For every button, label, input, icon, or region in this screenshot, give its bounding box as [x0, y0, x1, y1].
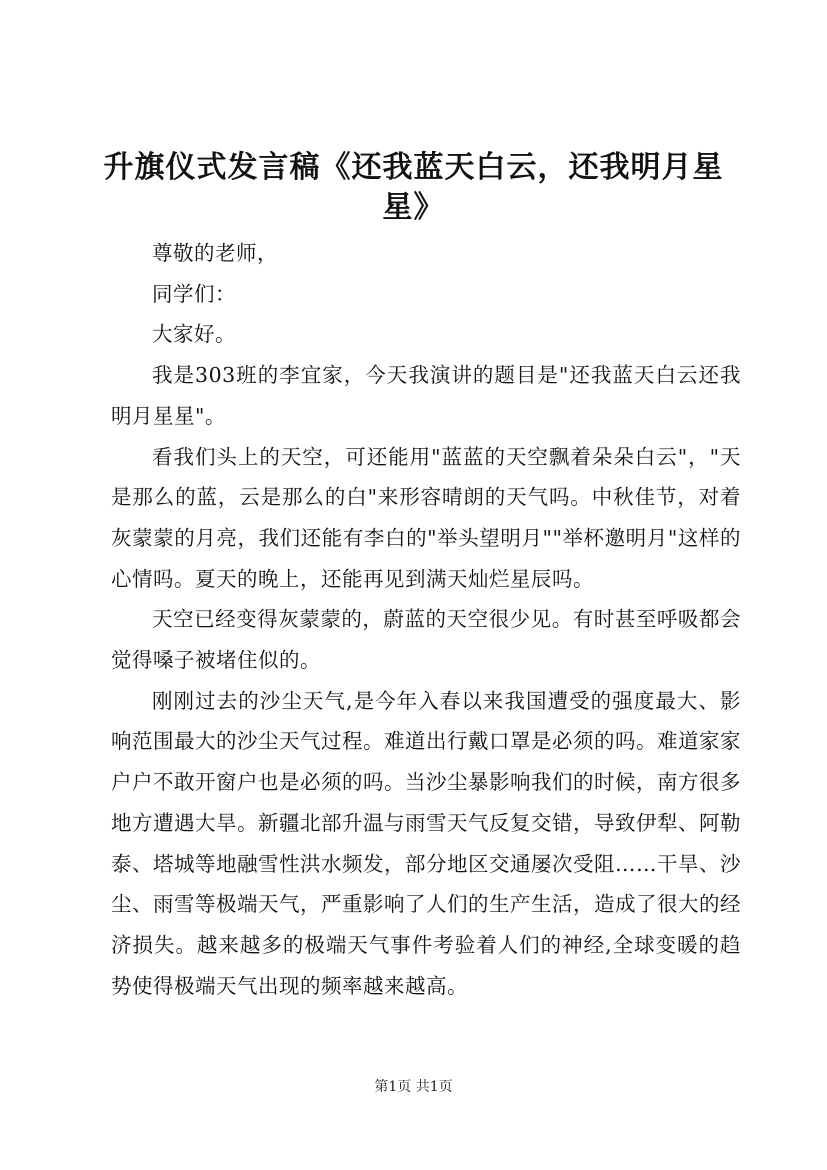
salutation-students: 同学们：	[152, 281, 236, 306]
paragraph-introduction: 我是303班的李宜家，今天我演讲的题目是"还我蓝天白云还我明月星星"。	[111, 363, 741, 428]
paragraph-grey-sky: 天空已经变得灰蒙蒙的，蔚蓝的天空很少见。有时甚至呼吸都会觉得嗓子被堵住似的。	[111, 607, 741, 673]
paragraph-extreme-weather: 刚刚过去的沙尘天气,是今年入春以来我国遭受的强度最大、影响范围最大的沙尘天气过程。难道出行戴口罩是必须的吗。难道家家户户不敢开窗户也是必须的吗。当沙尘暴影响我们的时候，南方很多地方遭遇大旱。新疆北部升温与雨雪天气反复交错，导致伊犁、阿勒泰、塔城等地融雪性洪水频发，部分地区交通屡次受阻……干旱、沙尘、雨雪等极端天气，严重影响了人们的生产生活，造成了很大的经济损失。越来越多的极端天气事件考验着人们的神经,全球变暖的趋势使得极端天气出现的频率越来越高。	[111, 688, 741, 998]
greeting: 大家好。	[152, 322, 236, 347]
page-number-footer: 第1页 共1页	[374, 1079, 453, 1095]
paragraph-sky-question: 看我们头上的天空，可还能用"蓝蓝的天空飘着朵朵白云"，"天是那么的蓝，云是那么的白"来形容晴朗的天气吗。中秋佳节，对着灰蒙蒙的月亮，我们还能有李白的"举头望明月""举杯邀明月"这样的心情吗。夏天的晚上，还能再见到满天灿烂星辰吗。	[111, 444, 741, 591]
salutation-teachers: 尊敬的老师，	[152, 241, 278, 265]
document-title: 升旗仪式发言稿《还我蓝天白云，还我明月星星》	[103, 150, 724, 225]
document-body	[111, 233, 741, 1006]
